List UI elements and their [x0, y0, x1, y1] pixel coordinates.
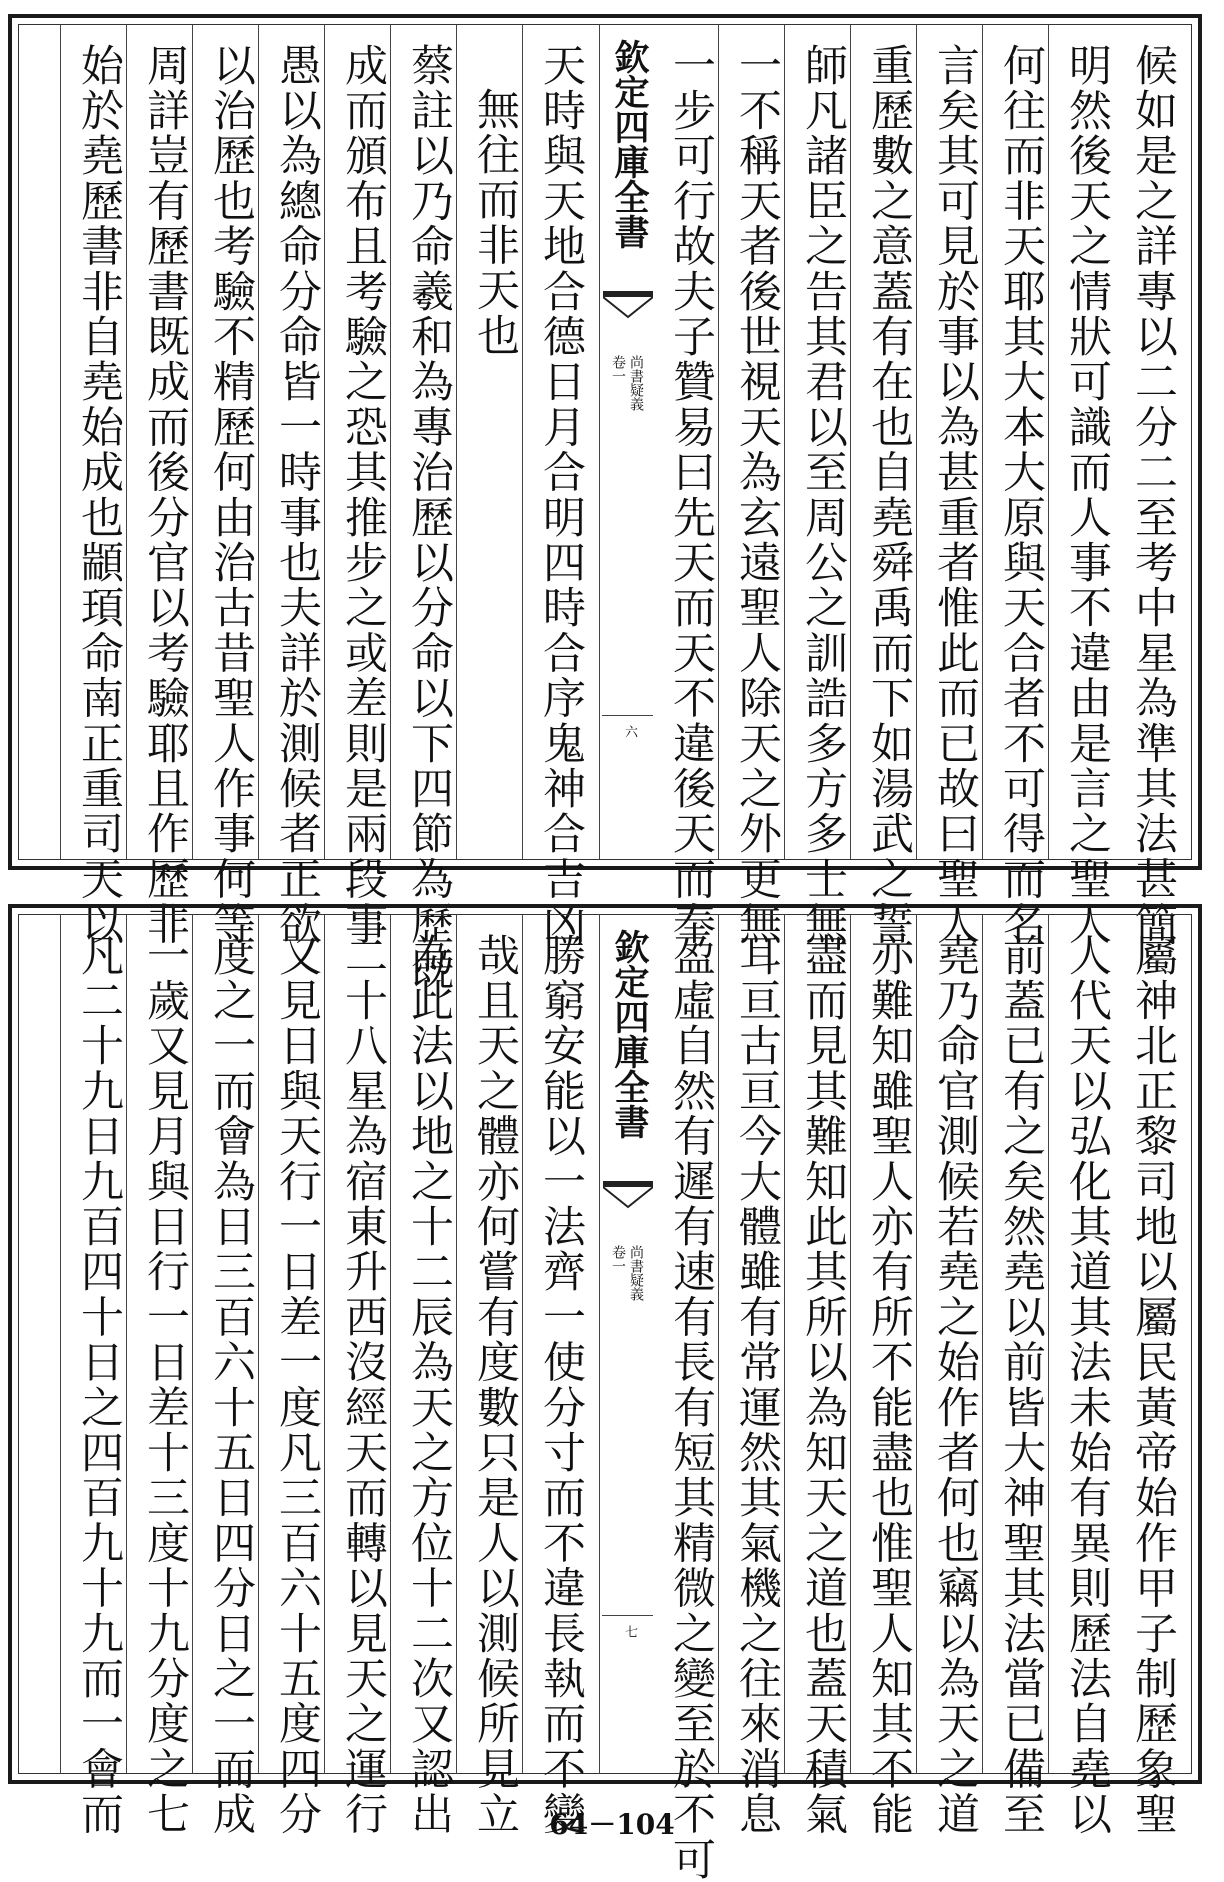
column-text: 勝窮安能以一法齊一使分寸而不違長執而不變 — [536, 933, 586, 1837]
text-column — [192, 915, 269, 1837]
column-text: 天時與天地合德日月合明四時合序鬼神合吉凶 — [536, 43, 586, 947]
text-column — [126, 25, 203, 947]
column-text: 一不稱天者後世視天為玄遠聖人除天之外更無 — [732, 43, 782, 947]
column-text: 一步可行故夫子贊易曰先天而天不違後天而奉 — [666, 43, 716, 947]
text-column — [456, 915, 533, 1837]
text-column — [916, 915, 993, 1837]
text-column — [784, 25, 861, 947]
text-column — [1048, 915, 1125, 1837]
text-column — [324, 25, 401, 947]
column-text: 何往而非天耶其大本大原與天合者不可得而名 — [996, 43, 1046, 947]
text-column — [390, 915, 467, 1837]
text-column — [258, 915, 335, 1837]
column-text: 愚以為總命分命皆一時事也夫詳於測候者正欲 — [272, 43, 322, 947]
text-column — [390, 25, 467, 993]
text-column — [850, 25, 927, 947]
volume-label: 卷一 — [610, 1245, 626, 1273]
column-text: 凡二十九日九百四十日之四百九十九而一會而 — [74, 933, 124, 1837]
column-text: 屬神北正黎司地以屬民黃帝始作甲子制歷象聖 — [1128, 933, 1178, 1837]
column-text: 哉且天之體亦何嘗有度數只是人以測候所見立 — [470, 933, 520, 1837]
text-column — [850, 915, 927, 1837]
text-column — [1114, 915, 1191, 1837]
leaf-number: 七 — [622, 1625, 637, 1638]
text-column — [982, 915, 1059, 1837]
fish-tail-ornament — [603, 291, 653, 321]
text-column — [456, 25, 533, 859]
banner-divider — [602, 1615, 653, 1616]
volume-label: 卷一 — [610, 355, 626, 383]
text-column — [324, 915, 401, 1837]
column-text: 盈虛自然有遲有速有長有短其精微之變至於不可 — [666, 933, 716, 1882]
text-column — [916, 25, 993, 947]
banner-divider — [602, 715, 653, 716]
text-column — [192, 25, 269, 947]
text-column — [718, 25, 795, 947]
column-text: 又見日與天行一日差一度凡三百六十五度四分 — [272, 933, 322, 1837]
column-text: 明然後天之情狀可識而人事不違由是言之聖人 — [1062, 43, 1112, 947]
column-text: 二十八星為宿東升西沒經天而轉以見天之運行 — [338, 933, 388, 1837]
column-text: 亦難知雖聖人亦有所不能盡也惟聖人知其不能 — [864, 933, 914, 1837]
column-text: 前蓋已有之矣然堯以前皆大神聖其法當已備至 — [996, 933, 1046, 1837]
book-title: 尚書疑義 — [628, 355, 644, 411]
text-column — [1048, 25, 1125, 947]
column-text: 為此法以地之十二辰為天之方位十二次又認出 — [404, 933, 454, 1837]
banner-title: 欽定四庫全書 — [609, 39, 650, 249]
column-text: 重歷數之意蓋有在也自堯舜禹而下如湯武之誓 — [864, 43, 914, 947]
column-text: 始於堯歷書非自堯始成也顓頊命南正重司天以 — [74, 43, 124, 947]
column-text: 候如是之詳專以二分二至考中星為準其法甚簡 — [1128, 43, 1178, 947]
top-page — [8, 14, 1202, 993]
leaf-number: 六 — [622, 725, 637, 738]
center-banner — [599, 915, 655, 1773]
column-text: 度之一而會為日三百六十五日四分日之一而成 — [206, 933, 256, 1837]
column-text: 成而頒布且考驗之恐其推步之或差則是兩段事 — [338, 43, 388, 947]
text-column — [522, 25, 599, 947]
column-text: 耳亘古亘今大體雖有常運然其氣機之往來消息 — [732, 933, 782, 1837]
column-text: 師凡諸臣之告其君以至周公之訓誥多方多士無 — [798, 43, 848, 947]
column-text: 盡而見其難知此其所以為知天之道也蓋天積氣 — [798, 933, 848, 1837]
column-text: 以治歷也考驗不精歷何由治古昔聖人作事何等 — [206, 43, 256, 947]
column-text: 蔡註以乃命羲和為專治歷以分命以下四節為歷既 — [404, 43, 454, 993]
banner-title: 欽定四庫全書 — [609, 929, 650, 1139]
column-text: 一歲又見月與日行一日差十三度十九分度之七 — [140, 933, 190, 1837]
text-column — [60, 25, 137, 947]
text-column — [784, 915, 861, 1837]
footer-page-label: 64－104 — [549, 1808, 675, 1841]
center-banner — [599, 25, 655, 859]
text-column — [258, 25, 335, 947]
text-column — [652, 915, 729, 1882]
column-text: 堯乃命官測候若堯之始作者何也竊以為天之道 — [930, 933, 980, 1837]
column-text: 周詳豈有歷書既成而後分官以考驗耶且作歷非 — [140, 43, 190, 947]
text-column — [126, 915, 203, 1837]
column-text: 無往而非天也 — [470, 87, 520, 359]
text-column — [60, 915, 137, 1837]
book-title: 尚書疑義 — [628, 1245, 644, 1301]
text-column — [652, 25, 729, 947]
text-column — [982, 25, 1059, 947]
text-column — [718, 915, 795, 1837]
column-text: 言矣其可見於事以為甚重者惟此而已故曰聖人 — [930, 43, 980, 947]
column-text: 人代天以弘化其道其法未始有異則歷法自堯以 — [1062, 933, 1112, 1837]
fish-tail-ornament — [603, 1181, 653, 1211]
text-column — [1114, 25, 1191, 947]
text-column — [522, 915, 599, 1837]
